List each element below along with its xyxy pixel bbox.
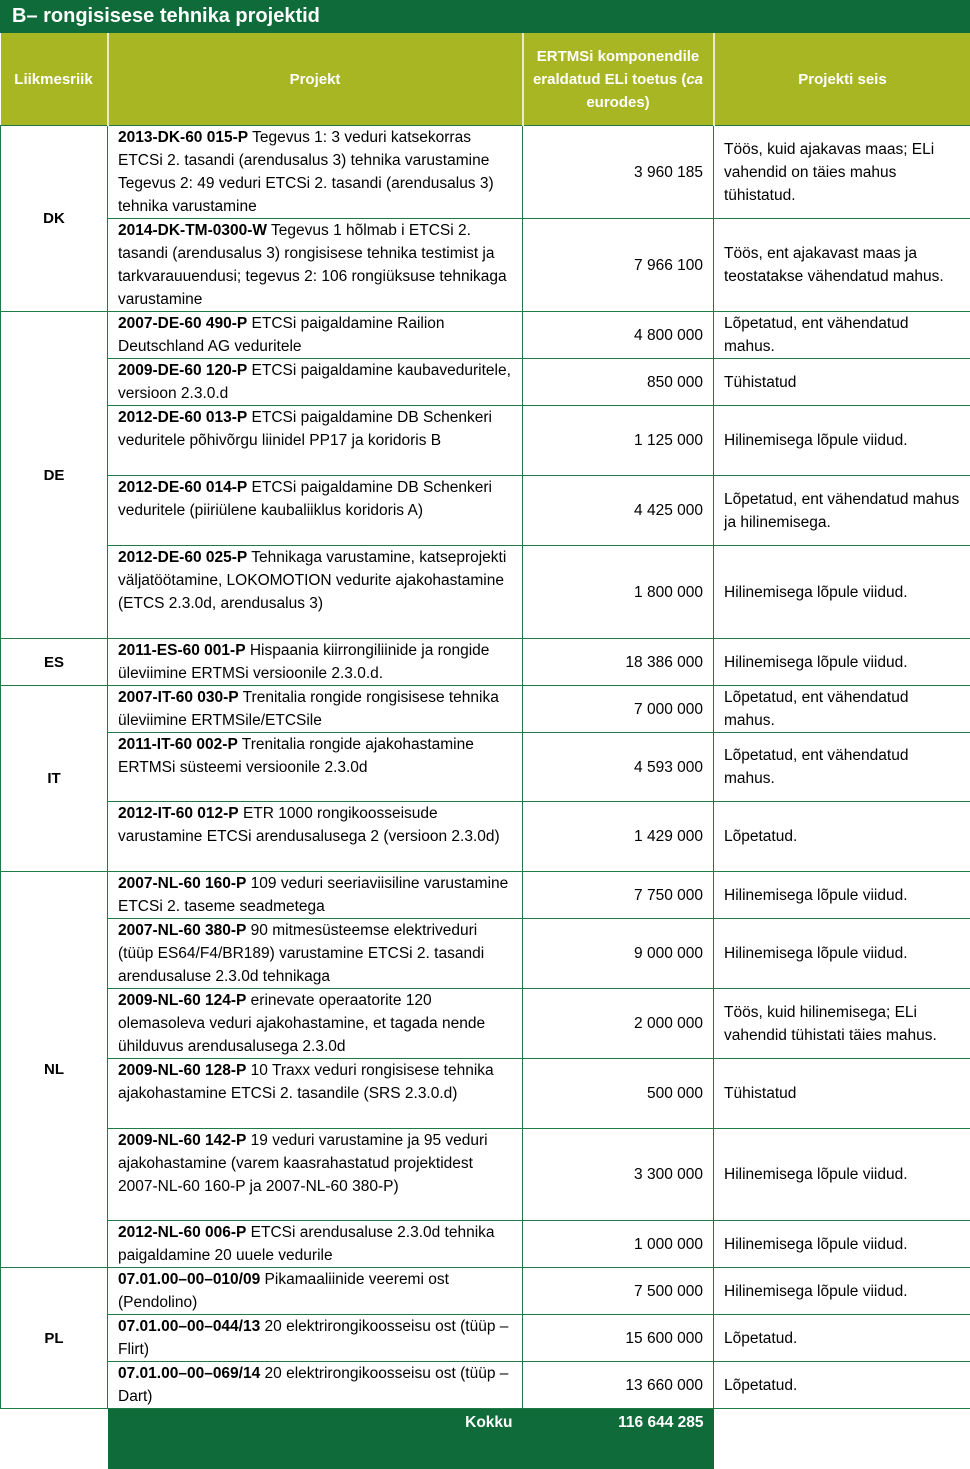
funding-amount-cell: 3 300 000 (523, 1129, 714, 1221)
table-row (1, 1362, 970, 1409)
project-code: 07.01.00–00–010/09 (118, 1271, 260, 1288)
table-row (1, 1129, 970, 1221)
project-description: 10 Traxx veduri rongisisese tehnika ajakohastamine ETCSi 2. tasandile (SRS 2.3.0.d) (118, 1062, 494, 1102)
funding-amount-cell: 13 660 000 (523, 1362, 714, 1409)
project-cell (108, 919, 523, 989)
funding-amount-cell: 850 000 (523, 359, 714, 406)
project-description: erinevate operaatorite 120 olemasoleva veduri ajakohastamine, et tagada nende ühilduvus arendusalusega 2.3.0d (118, 992, 485, 1055)
project-description: ETCSi paigaldamine DB Schenkeri veduritele põhivõrgu liinidel PP17 ja koridoris B (118, 409, 492, 449)
funding-amount-cell: 500 000 (523, 1059, 714, 1129)
project-cell (108, 1268, 523, 1315)
project-status-cell: Lõpetatud. (714, 1362, 970, 1409)
project-description: ETR 1000 rongikoosseisude varustamine ETCSi arendusalusega 2 (versioon 2.3.0d) (118, 805, 500, 845)
member-state-cell: NL (1, 872, 108, 1268)
funding-amount-cell: 15 600 000 (523, 1315, 714, 1362)
project-status-cell: Tühistatud (714, 359, 970, 406)
funding-amount-cell: 4 593 000 (523, 733, 714, 802)
project-description: ETCSi paigaldamine DB Schenkeri veduritele (piiriülene kaubaliiklus koridoris A) (118, 479, 492, 519)
project-code: 2011-ES-60 001-P (118, 642, 246, 659)
project-code: 2012-IT-60 012-P (118, 805, 239, 822)
table-title: B– rongisisese tehnika projektid (0, 0, 970, 33)
project-description: ETCSi paigaldamine Railion Deutschland AG veduritele (118, 315, 445, 355)
project-cell (108, 872, 523, 919)
table-row (1, 989, 970, 1059)
table-row (1, 639, 970, 686)
project-cell (108, 312, 523, 359)
header-row (1, 33, 970, 126)
total-row (1, 1409, 970, 1469)
project-cell (108, 126, 523, 219)
total-label: Kokku (108, 1409, 523, 1469)
funding-amount-cell: 1 000 000 (523, 1221, 714, 1268)
project-description: Hispaania kiirrongiliinide ja rongide üleviimine ERTMSi versioonile 2.3.0.d. (118, 642, 489, 682)
project-code: 2007-NL-60 160-P (118, 875, 246, 892)
project-description: ETCSi paigaldamine kaubaveduritele, versioon 2.3.0.d (118, 362, 511, 402)
member-state-cell: DE (1, 312, 108, 639)
project-code: 2012-DE-60 025-P (118, 549, 247, 566)
project-status-cell: Lõpetatud. (714, 802, 970, 872)
project-description: 20 elektrirongikoosseisu ost (tüüp – Flirt) (118, 1318, 508, 1358)
total-blank-cell (1, 1409, 108, 1469)
project-status-cell: Hilinemisega lõpule viidud. (714, 546, 970, 639)
funding-amount-cell: 7 500 000 (523, 1268, 714, 1315)
total-blank-cell-end (714, 1409, 970, 1469)
project-code: 2009-NL-60 128-P (118, 1062, 246, 1079)
project-cell (108, 802, 523, 872)
project-cell (108, 219, 523, 312)
table-row (1, 219, 970, 312)
project-code: 2012-DE-60 013-P (118, 409, 247, 426)
table-row (1, 359, 970, 406)
project-status-cell: Hilinemisega lõpule viidud. (714, 406, 970, 476)
project-status-cell: Hilinemisega lõpule viidud. (714, 1129, 970, 1221)
project-description: 109 veduri seeriaviisiline varustamine ETCSi 2. taseme seadmetega (118, 875, 508, 915)
header-member-state: Liikmesriik (1, 33, 108, 126)
table-row (1, 476, 970, 546)
table-row (1, 802, 970, 872)
project-cell (108, 1315, 523, 1362)
project-code: 2009-DE-60 120-P (118, 362, 247, 379)
projects-table (0, 33, 970, 1469)
project-description: 20 elektrirongikoosseisu ost (tüüp – Dart) (118, 1365, 508, 1405)
header-funding-text-end: eurodes) (586, 94, 649, 111)
project-code: 2007-IT-60 030-P (118, 689, 239, 706)
member-state-cell: PL (1, 1268, 108, 1409)
member-state-cell: DK (1, 126, 108, 312)
project-status-cell: Lõpetatud, ent vähendatud mahus. (714, 686, 970, 733)
project-status-cell: Lõpetatud, ent vähendatud mahus. (714, 312, 970, 359)
project-code: 2009-NL-60 124-P (118, 992, 246, 1009)
funding-amount-cell: 3 960 185 (523, 126, 714, 219)
project-cell (108, 546, 523, 639)
project-status-cell: Lõpetatud, ent vähendatud mahus. (714, 733, 970, 802)
project-cell (108, 476, 523, 546)
table-row (1, 872, 970, 919)
project-code: 2007-NL-60 380-P (118, 922, 246, 939)
project-cell (108, 359, 523, 406)
project-status-cell: Lõpetatud. (714, 1315, 970, 1362)
table-row (1, 126, 970, 219)
table-row (1, 546, 970, 639)
project-description: Pikamaaliinide veeremi ost (Pendolino) (118, 1271, 449, 1311)
project-code: 2012-NL-60 006-P (118, 1224, 246, 1241)
project-cell (108, 989, 523, 1059)
table-row (1, 1268, 970, 1315)
funding-amount-cell: 1 429 000 (523, 802, 714, 872)
project-code: 2011-IT-60 002-P (118, 736, 238, 753)
project-status-cell: Töös, kuid hilinemisega; ELi vahendid tühistati täies mahus. (714, 989, 970, 1059)
project-cell (108, 639, 523, 686)
funding-amount-cell: 1 800 000 (523, 546, 714, 639)
project-code: 2009-NL-60 142-P (118, 1132, 246, 1149)
table-row (1, 1221, 970, 1268)
project-status-cell: Hilinemisega lõpule viidud. (714, 639, 970, 686)
project-description: Trenitalia rongide rongisisese tehnika üleviimine ERTMSile/ETCSile (118, 689, 499, 729)
project-cell (108, 1059, 523, 1129)
member-state-cell: ES (1, 639, 108, 686)
table-row (1, 406, 970, 476)
project-cell (108, 1221, 523, 1268)
project-code: 2014-DK-TM-0300-W (118, 222, 267, 239)
table-row (1, 1059, 970, 1129)
project-status-cell: Töös, kuid ajakavas maas; ELi vahendid on täies mahus tühistatud. (714, 126, 970, 219)
project-status-cell: Hilinemisega lõpule viidud. (714, 919, 970, 989)
project-description: Trenitalia rongide ajakohastamine ERTMSi süsteemi versioonile 2.3.0d (118, 736, 474, 776)
project-cell (108, 406, 523, 476)
project-code: 07.01.00–00–069/14 (118, 1365, 260, 1382)
project-description: Tegevus 1 hõlmab i ETCSi 2. tasandi (arendusalus 3) rongisisese tehnika testimist ja tarkvarauuendusi; tegevus 2: 106 rongiüksuse tehnikaga varustamine (118, 222, 507, 308)
funding-amount-cell: 18 386 000 (523, 639, 714, 686)
header-funding-italic: ca (686, 71, 703, 88)
project-description: ETCSi arendusaluse 2.3.0d tehnika paigaldamine 20 uuele vedurile (118, 1224, 495, 1264)
project-status-cell: Töös, ent ajakavast maas ja teostatakse vähendatud mahus. (714, 219, 970, 312)
table-row (1, 312, 970, 359)
project-cell (108, 733, 523, 802)
project-description: 90 mitmesüsteemse elektriveduri (tüüp ES64/F4/BR189) varustamine ETCSi 2. tasandi arendusaluse 2.3.0d tehnikaga (118, 922, 484, 985)
funding-amount-cell: 7 750 000 (523, 872, 714, 919)
project-description: Tehnikaga varustamine, katseprojekti väljatöötamine, LOKOMOTION vedurite ajakohastamine (ETCS 2.3.0d, arendusalus 3) (118, 549, 506, 612)
project-cell (108, 1362, 523, 1409)
project-description: Tegevus 1: 3 veduri katsekorras ETCSi 2. tasandi (arendusalus 3) tehnika varustamine Tegevus 2: 49 veduri ETCSi 2. tasandi (arendusalus 3) tehnika varustamine (118, 129, 494, 215)
total-amount: 116 644 285 (523, 1409, 714, 1469)
project-code: 2007-DE-60 490-P (118, 315, 247, 332)
project-status-cell: Hilinemisega lõpule viidud. (714, 872, 970, 919)
funding-amount-cell: 7 000 000 (523, 686, 714, 733)
project-cell (108, 686, 523, 733)
header-funding-text: ERTMSi komponendile eraldatud ELi toetus ( (533, 48, 699, 88)
funding-amount-cell: 7 966 100 (523, 219, 714, 312)
project-code: 2013-DK-60 015-P (118, 129, 248, 146)
project-cell (108, 1129, 523, 1221)
table-row (1, 1315, 970, 1362)
table-row (1, 686, 970, 733)
funding-amount-cell: 4 425 000 (523, 476, 714, 546)
header-funding (523, 33, 714, 126)
project-description: 19 veduri varustamine ja 95 veduri ajakohastamine (varem kaasrahastatud projektidest 2007-NL-60 160-P ja 2007-NL-60 380-P) (118, 1132, 488, 1195)
project-code: 2012-DE-60 014-P (118, 479, 247, 496)
project-status-cell: Tühistatud (714, 1059, 970, 1129)
header-project: Projekt (108, 33, 523, 126)
table-row (1, 919, 970, 989)
header-status: Projekti seis (714, 33, 970, 126)
member-state-cell: IT (1, 686, 108, 872)
funding-amount-cell: 4 800 000 (523, 312, 714, 359)
funding-amount-cell: 2 000 000 (523, 989, 714, 1059)
project-status-cell: Hilinemisega lõpule viidud. (714, 1221, 970, 1268)
table-body (1, 126, 970, 1469)
funding-amount-cell: 1 125 000 (523, 406, 714, 476)
table-row (1, 733, 970, 802)
project-status-cell: Hilinemisega lõpule viidud. (714, 1268, 970, 1315)
project-code: 07.01.00–00–044/13 (118, 1318, 260, 1335)
funding-amount-cell: 9 000 000 (523, 919, 714, 989)
project-status-cell: Lõpetatud, ent vähendatud mahus ja hilinemisega. (714, 476, 970, 546)
